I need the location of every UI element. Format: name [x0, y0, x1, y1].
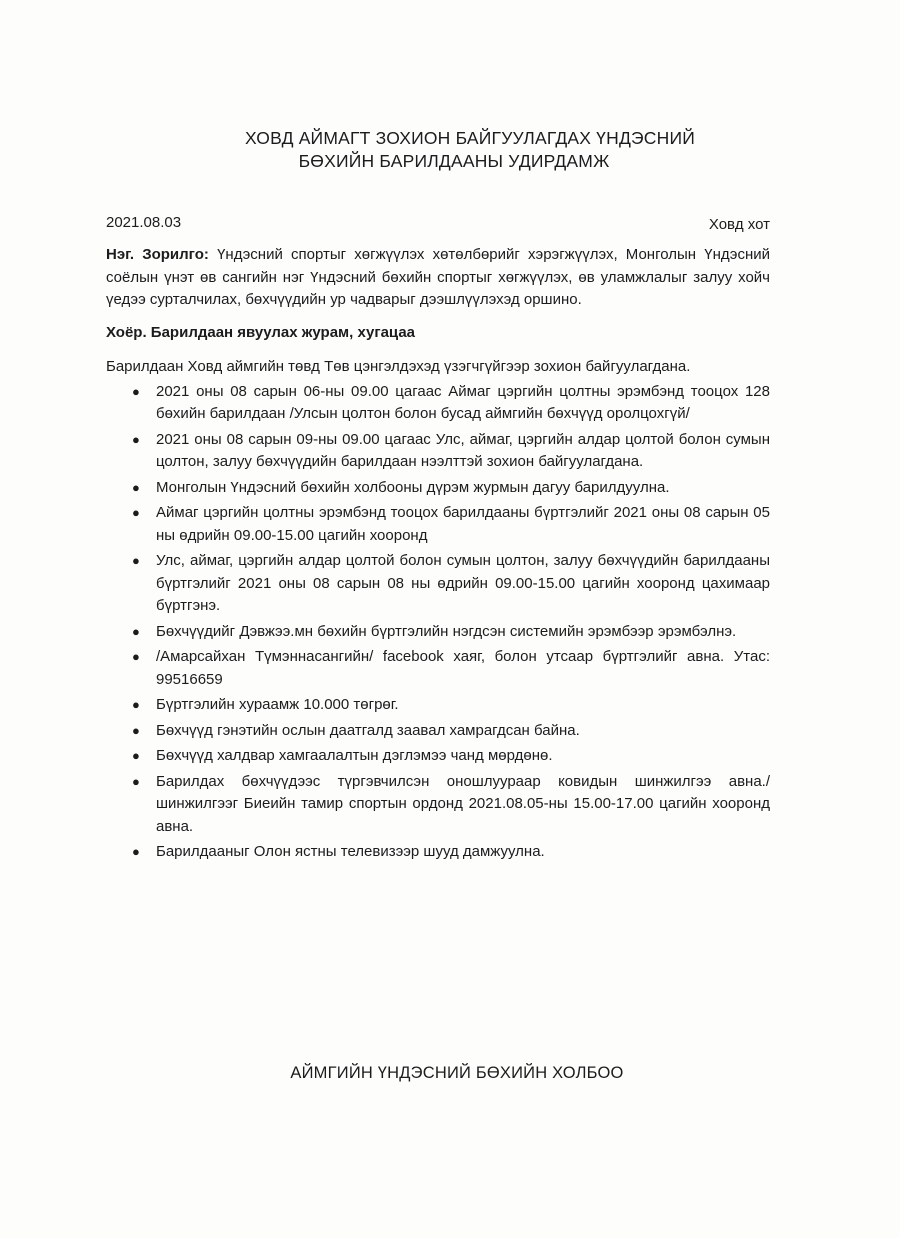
section-purpose-text: Үндэсний спортыг хөгжүүлэх хөтөлбөрийг хэрэгжүүлэх, Монголын Үндэсний соёлын үнэт өв сангийн нэг Үндэсний бөхийн спортыг хөгжүүлэх, өв уламжлалыг залуу хойч үедээ сурталчилах, бөхчүүдийн ур чадварыг дээшлүүлэхэд оршино.	[106, 246, 770, 308]
list-item	[132, 694, 770, 717]
section-procedure-heading: Хоёр. Барилдаан явуулах журам, хугацаа	[106, 323, 416, 341]
list-item	[132, 477, 770, 500]
list-item-text: Бөхчүүд гэнэтийн ослын даатгалд заавал хамрагдсан байна.	[156, 721, 580, 739]
bullet-icon: ●	[132, 844, 140, 859]
document-body	[106, 244, 770, 867]
list-item	[132, 381, 770, 426]
bullet-icon: ●	[132, 748, 140, 763]
rules-list	[106, 381, 770, 864]
bullet-icon: ●	[132, 431, 140, 447]
bullet-icon: ●	[132, 722, 140, 738]
list-item-text: 2021 оны 08 сарын 09-ны 09.00 цагаас Улс, аймаг, цэргийн алдар цолтой болон сумын цолтон, залуу бөхчүүдийн барилдаан нээлттэй зохион байгуулагдана.	[156, 430, 770, 470]
bullet-icon: ●	[132, 623, 140, 639]
bullet-icon: ●	[132, 383, 140, 399]
document-date: 2021.08.03	[106, 214, 182, 231]
document-title	[0, 127, 900, 173]
bullet-icon: ●	[132, 553, 140, 568]
title-line-1: ХОВД АЙМАГТ ЗОХИОН БАЙГУУЛАГДАХ ҮНДЭСНИЙ	[244, 128, 696, 148]
bullet-icon: ●	[132, 697, 140, 712]
title-line-2: БӨХИЙН БАРИЛДААНЫ УДИРДАМЖ	[298, 151, 610, 171]
list-item	[132, 720, 770, 743]
footer-organization: АЙМГИЙН ҮНДЭСНИЙ БӨХИЙН ХОЛБОО	[290, 1064, 624, 1082]
list-item	[132, 745, 770, 768]
section-procedure-intro: Барилдаан Ховд аймгийн төвд Төв цэнгэлдэхэд үзэгчгүйгээр зохион байгуулагдана.	[106, 358, 691, 375]
list-item-text: /Амарсайхан Түмэннасангийн/ facebook хаяг, болон утсаар бүртгэлийг авна. Утас: 99516659	[156, 648, 770, 688]
list-item-text: Бүртгэлийн хураамж 10.000 төгрөг.	[156, 696, 399, 713]
list-item-text: Монголын Үндэсний бөхийн холбооны дүрэм журмын дагуу барилдуулна.	[156, 478, 670, 496]
list-item-text: Барилдааныг Олон ястны телевизээр шууд дамжуулна.	[156, 843, 545, 860]
bullet-icon: ●	[132, 649, 140, 664]
list-item	[132, 771, 770, 839]
list-item-text: Бөхчүүдийг Дэвжээ.мн бөхийн бүртгэлийн нэгдсэн системийн эрэмбээр эрэмбэлнэ.	[156, 622, 737, 640]
list-item	[132, 841, 770, 864]
section-purpose-heading: Нэг. Зорилго:	[106, 246, 209, 263]
section-purpose	[106, 244, 770, 312]
list-item	[132, 621, 770, 644]
bullet-icon: ●	[132, 505, 140, 520]
document-footer	[0, 1064, 900, 1083]
list-item-text: Барилдах бөхчүүдээс түргэвчилсэн оношлуураар ковидын шинжилгээ авна./шинжилгээг Биеийн тамир спортын ордонд 2021.08.05-ны 15.00-17.00 цагийн хооронд авна.	[156, 772, 770, 835]
list-item	[132, 429, 770, 474]
list-item	[132, 550, 770, 618]
list-item-text: Улс, аймаг, цэргийн алдар цолтой болон сумын цолтон, залуу бөхчүүдийн барилдааны бүртгэлийг 2021 оны 08 сарын 08 ны өдрийн 09.00-15.00 цагийн хооронд цахимаар бүртгэнэ.	[156, 552, 770, 614]
list-item-text: Бөхчүүд халдвар хамгаалалтын дэглэмээ чанд мөрдөнө.	[156, 747, 553, 764]
bullet-icon: ●	[132, 479, 140, 495]
bullet-icon: ●	[132, 773, 140, 789]
document-city: Ховд хот	[708, 216, 770, 233]
list-item	[132, 646, 770, 691]
list-item-text: 2021 оны 08 сарын 06-ны 09.00 цагаас Аймаг цэргийн цолтны эрэмбэнд тооцох 128 бөхийн барилдаан /Улсын цолтон болон бусад аймгийн бөхчүүд оролцохгүй/	[156, 382, 770, 422]
list-item	[132, 502, 770, 547]
list-item-text: Аймаг цэргийн цолтны эрэмбэнд тооцох барилдааны бүртгэлийг 2021 оны 08 сарын 05 ны өдрийн 09.00-15.00 цагийн хооронд	[156, 504, 770, 544]
